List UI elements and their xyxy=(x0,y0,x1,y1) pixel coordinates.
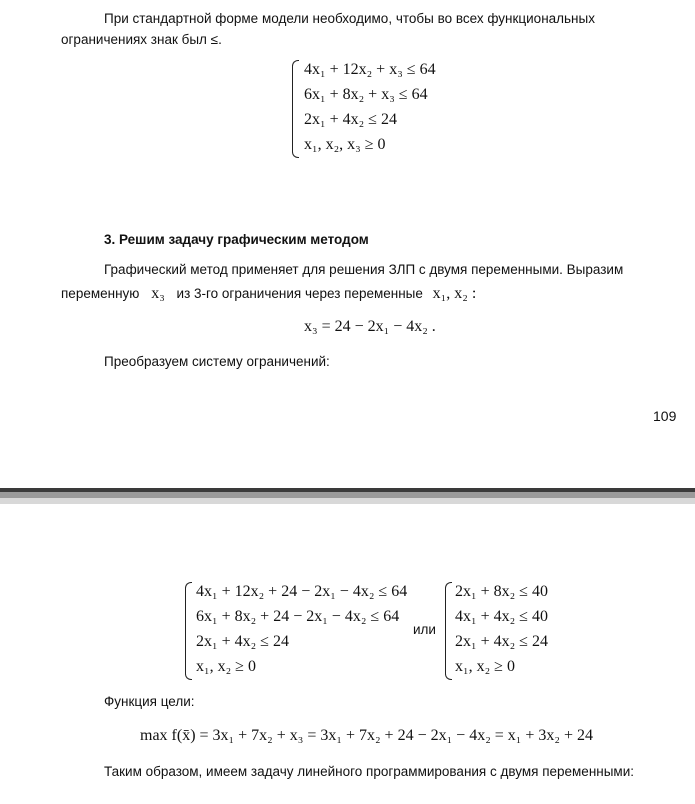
method-line-1: Графический метод применяет для решения ЗЛП с двумя переменными. Выразим xyxy=(104,262,624,277)
right-system-row: 2x₁ + 4x₂ ≤ 24 xyxy=(455,633,548,650)
intro-line-2: ограничениях знак был ≤. xyxy=(61,32,222,47)
constraint-row: 2x₁ + 4x₂ ≤ 24 xyxy=(304,111,397,128)
var-x3: x₃ xyxy=(151,285,165,302)
section-heading: 3. Решим задачу графическим методом xyxy=(104,232,369,247)
page-number: 109 xyxy=(653,408,677,424)
left-system-row: 6x₁ + 8x₂ + 24 − 2x₁ − 4x₂ ≤ 64 xyxy=(196,608,400,625)
transform-text: Преобразуем систему ограничений: xyxy=(104,354,330,369)
right-system-row: 2x₁ + 8x₂ ≤ 40 xyxy=(455,583,548,600)
right-system-brace xyxy=(445,582,452,680)
x3-formula: x₃ = 24 − 2x₁ − 4x₂ . xyxy=(304,318,436,335)
objective-label: Функция цели: xyxy=(104,694,195,709)
intro-line-1: При стандартной форме модели необходимо, чтобы во всех функциональных xyxy=(104,11,595,26)
method-line-2 xyxy=(61,284,476,304)
method-line-2-b: из 3-го ограничения через переменные xyxy=(176,286,423,301)
page-separator-fade xyxy=(0,498,695,504)
left-system-row: 2x₁ + 4x₂ ≤ 24 xyxy=(196,633,289,650)
objective-formula: max f(x̄) = 3x₁ + 7x₂ + x₃ = 3x₁ + 7x₂ + 24 − 2x₁ − 4x₂ = x₁ + 3x₂ + 24 xyxy=(140,727,593,744)
left-system-row: x₁, x₂ ≥ 0 xyxy=(196,658,256,675)
constraint-row: x₁, x₂, x₃ ≥ 0 xyxy=(304,136,386,153)
or-word: или xyxy=(413,622,436,637)
left-system-row: 4x₁ + 12x₂ + 24 − 2x₁ − 4x₂ ≤ 64 xyxy=(196,583,408,600)
system-brace xyxy=(292,60,299,158)
right-system-row: 4x₁ + 4x₂ ≤ 40 xyxy=(455,608,548,625)
constraint-row: 4x₁ + 12x₂ + x₃ ≤ 64 xyxy=(304,61,436,78)
right-system-row: x₁, x₂ ≥ 0 xyxy=(455,658,515,675)
vars-x1-x2: x₁, x₂ : xyxy=(432,285,477,302)
method-line-2-a: переменную xyxy=(61,286,140,301)
conclusion-text: Таким образом, имеем задачу линейного программирования с двумя переменными: xyxy=(104,764,635,779)
left-system-brace xyxy=(185,582,192,680)
constraint-row: 6x₁ + 8x₂ + x₃ ≤ 64 xyxy=(304,86,428,103)
